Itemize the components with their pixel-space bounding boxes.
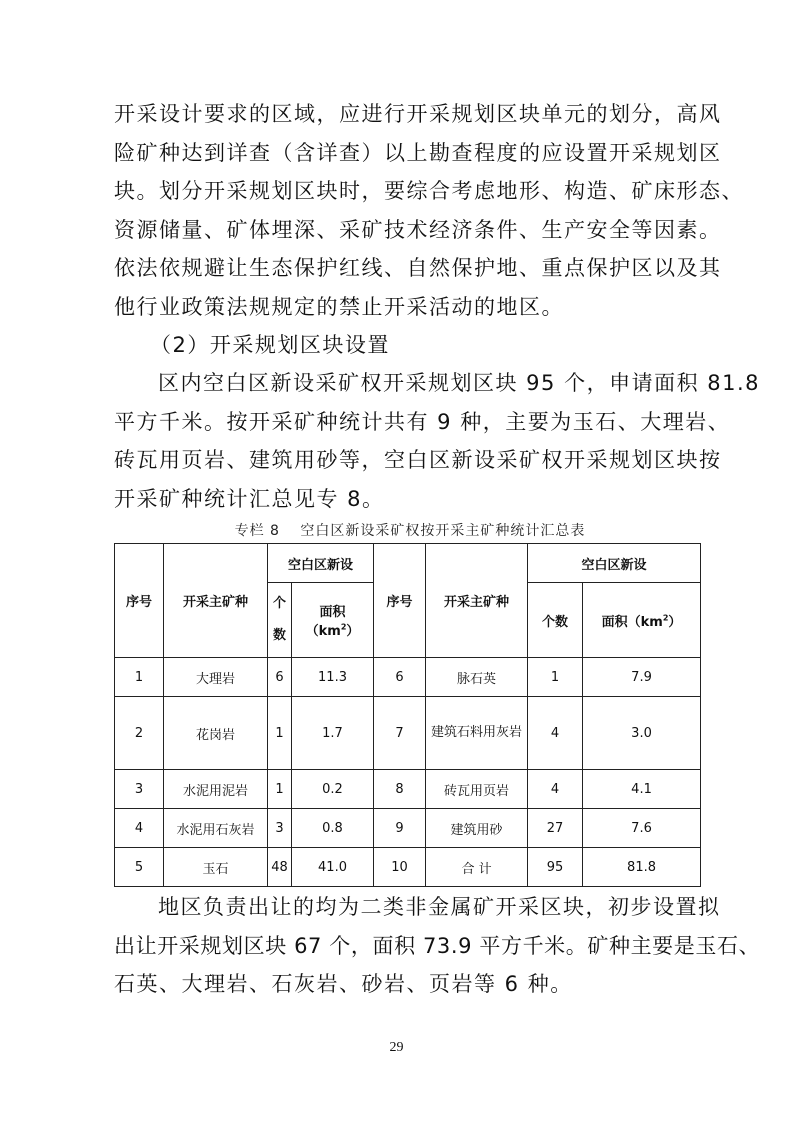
cell-count: 6 (268, 658, 292, 697)
cell-no: 10 (374, 848, 426, 887)
header-group-right: 空白区新设 (528, 544, 701, 583)
cell-mineral: 水泥用泥岩 (164, 770, 268, 809)
paragraph-line: 出让开采规划区块 67 个，面积 73.9 平方千米。矿种主要是玉石、 (114, 933, 761, 958)
header-area-left: 面积$(km^2)$ (292, 583, 374, 658)
cell-area: 3.0 (583, 697, 701, 770)
paragraph-line: 区内空白区新设采矿权开采规划区块 95 个，申请面积 81.8 (158, 371, 761, 395)
paragraph-new-blocks (114, 364, 761, 518)
cell-area: 0.2 (292, 770, 374, 809)
cell-area: 11.3 (292, 658, 374, 697)
table-row (115, 809, 701, 848)
paragraph-line: 块。划分开采规划区块时，要综合考虑地形、构造、矿床形态、 (114, 179, 744, 203)
header-seq-right: 序号 (374, 544, 426, 658)
paragraph-planning-units (114, 95, 744, 326)
paragraph-line: 依法依规避让生态保护红线、自然保护地、重点保护区以及其 (114, 256, 722, 280)
cell-no: 6 (374, 658, 426, 697)
paragraph-line: 平方千米。按开采矿种统计共有 9 种，主要为玉石、大理岩、 (114, 409, 731, 434)
cell-no: 4 (115, 809, 164, 848)
cell-area: 41.0 (292, 848, 374, 887)
cell-count: 95 (528, 848, 583, 887)
header-area-right: 面积$(km^2)$ (583, 583, 701, 658)
cell-count: 1 (268, 697, 292, 770)
cell-count: 48 (268, 848, 292, 887)
cell-count: 27 (528, 809, 583, 848)
cell-area: 7.9 (583, 658, 701, 697)
header-mineral-right: 开采主矿种 (426, 544, 528, 658)
cell-mineral: 水泥用石灰岩 (164, 809, 268, 848)
cell-mineral: 花岗岩 (164, 697, 268, 770)
table-row (115, 697, 701, 770)
cell-no: 2 (115, 697, 164, 770)
paragraph-line: 砖瓦用页岩、建筑用砂等，空白区新设采矿权开采规划区块按 (114, 448, 722, 472)
table-row (115, 770, 701, 809)
cell-count: 4 (528, 770, 583, 809)
cell-area: 0.8 (292, 809, 374, 848)
cell-mineral: 大理岩 (164, 658, 268, 697)
paragraph-line: 险矿种达到详查（含详查）以上勘查程度的应设置开采规划区 (114, 140, 722, 165)
cell-no: 3 (115, 770, 164, 809)
cell-area: 7.6 (583, 809, 701, 848)
cell-no: 9 (374, 809, 426, 848)
cell-mineral: 玉石 (164, 848, 268, 887)
cell-no: 8 (374, 770, 426, 809)
header-mineral-left: 开采主矿种 (164, 544, 268, 658)
header-group-left: 空白区新设 (268, 544, 374, 583)
paragraph-regional-blocks (114, 888, 761, 1004)
page-number: 29 (389, 1040, 404, 1055)
mineral-stats-table (114, 543, 701, 887)
paragraph-line: 开采设计要求的区域，应进行开采规划区块单元的划分，高风 (114, 102, 722, 126)
cell-mineral: 脉石英 (426, 658, 528, 697)
cell-mineral: 建筑石料用灰岩 (426, 697, 528, 770)
header-count-left: 个数 (268, 583, 292, 658)
cell-area: 81.8 (583, 848, 701, 887)
table-row (115, 848, 701, 887)
paragraph-line: 地区负责出让的均为二类非金属矿开采区块，初步设置拟 (158, 895, 721, 919)
cell-area: 4.1 (583, 770, 701, 809)
cell-count: 3 (268, 809, 292, 848)
cell-mineral: 建筑用砂 (426, 809, 528, 848)
table-row (115, 658, 701, 697)
header-seq-left: 序号 (115, 544, 164, 658)
paragraph-line: 资源储量、矿体埋深、采矿技术经济条件、生产安全等因素。 (114, 217, 722, 242)
cell-no: 7 (374, 697, 426, 770)
cell-no: 5 (115, 848, 164, 887)
cell-count: 1 (528, 658, 583, 697)
cell-area: 1.7 (292, 697, 374, 770)
paragraph-line: 他行业政策法规规定的禁止开采活动的地区。 (114, 294, 564, 319)
cell-count: 1 (268, 770, 292, 809)
cell-total-label: 合 计 (426, 848, 528, 887)
paragraph-line: 石英、大理岩、石灰岩、砂岩、页岩等 6 种。 (114, 972, 573, 996)
table-caption: 专栏 8 空白区新设采矿权按开采主矿种统计汇总表 (234, 523, 586, 539)
cell-no: 1 (115, 658, 164, 697)
header-count-right: 个数 (528, 583, 583, 658)
paragraph-line: 开采矿种统计汇总见专 8。 (114, 486, 385, 511)
section-heading: （2）开采规划区块设置 (150, 333, 390, 357)
cell-count: 4 (528, 697, 583, 770)
table-header-row (115, 544, 701, 583)
cell-mineral: 砖瓦用页岩 (426, 770, 528, 809)
